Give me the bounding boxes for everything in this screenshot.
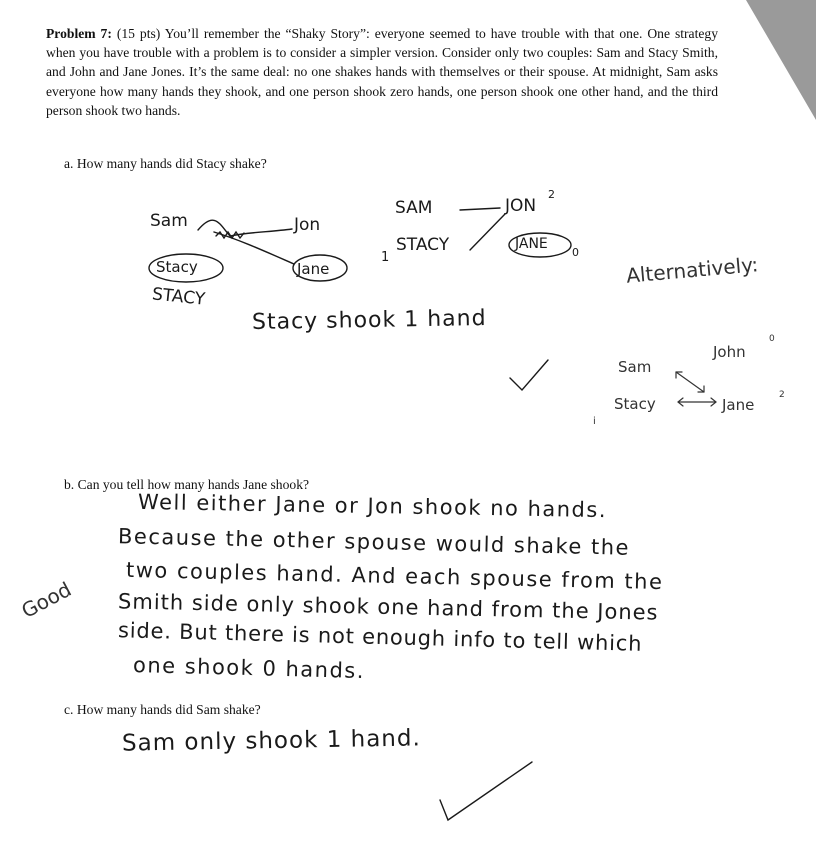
diagram1-stacy-circled: Stacy: [156, 258, 198, 276]
grader-jane-count: 2: [779, 390, 785, 400]
diagram2-jane-circle: [509, 233, 571, 257]
question-b: b. Can you tell how many hands Jane shook?: [64, 477, 310, 492]
diagram1-jane-circle: [293, 255, 347, 281]
grader-john-count: 0: [769, 334, 775, 344]
answer-a: Stacy shook 1 hand: [251, 305, 487, 336]
grader-jane: Jane: [722, 396, 755, 414]
diagram1-line-sam-jane: [214, 232, 294, 264]
grader-stacy: Stacy: [614, 395, 656, 413]
diagram2-stacy: STACY: [396, 235, 450, 255]
answer-b-line-2: Because the other spouse would shake the: [117, 524, 631, 560]
checkmark-a: [510, 360, 548, 390]
diagram2-line-stacy-jon: [470, 214, 505, 250]
answer-b-line-6: one shook 0 hands.: [132, 652, 366, 684]
diagram1-sam: Sam: [150, 211, 188, 231]
answer-b-line-5: side. But there is not enough info to tell which: [117, 618, 643, 656]
diagram2-jane-count: 0: [572, 246, 579, 259]
grader-good: Good: [17, 577, 76, 623]
problem-text: (15 pts) You’ll remember the “Shaky Story”: everyone seemed to have trouble with that one. One strategy when you have trouble with a problem is to consider a simpler version. Consider only two couples: Sam and Stacy Smith, and John and Jane Jones. It’s the same deal: no one shakes hands with themselves or their spouse. At midnight, Sam asks everyone how many hands they shook, and one person shook zero hands, one person shook one other hand, and the third person shook two hands.: [46, 26, 718, 118]
diagram2-sam: SAM: [395, 198, 433, 218]
diagram1-jon: Jon: [294, 215, 321, 235]
answer-b-line-3: two couples hand. And each spouse from the: [125, 557, 664, 595]
answer-b-line-1: Well either Jane or Jon shook no hands.: [137, 489, 608, 523]
diagram2-stacy-count: 1: [381, 250, 390, 265]
diagram1-stacy: STACY: [151, 284, 207, 310]
answer-b-line-4: Smith side only shook one hand from the Jones: [117, 589, 659, 625]
diagram1-jane: Jane: [297, 260, 330, 278]
diagram2-line-sam-jon: [460, 208, 500, 210]
answer-c: Sam only shook 1 hand.: [121, 725, 422, 757]
diagram2-jane: JANE: [515, 236, 548, 252]
problem-label: Problem 7:: [46, 26, 112, 41]
grader-arrow-sam-jane: [676, 372, 704, 392]
grader-john: John: [713, 343, 746, 361]
grader-alternatively: Alternatively:: [625, 252, 760, 288]
question-a: a. How many hands did Stacy shake?: [64, 156, 267, 171]
diagram2-jon: JON: [505, 196, 537, 216]
diagram1-stacy-circle: [149, 254, 223, 282]
grader-sam: Sam: [618, 358, 652, 376]
diagram2-jon-count: 2: [548, 188, 555, 201]
question-c: c. How many hands did Sam shake?: [64, 702, 261, 717]
diagram1-line-sam-jon: [198, 220, 292, 236]
grader-stray-mark: i: [593, 416, 596, 427]
checkmark-c: [440, 762, 532, 820]
